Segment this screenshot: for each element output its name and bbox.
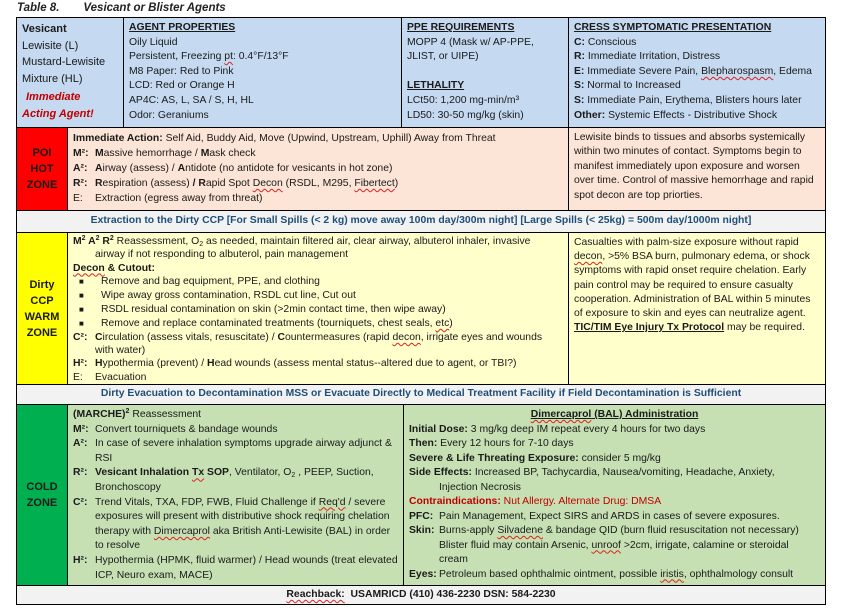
cold-zone-label: COLD ZONE bbox=[17, 405, 68, 585]
warm-step: E: Evacuation bbox=[73, 371, 147, 383]
cold-step: C²: Trend Vitals, TXA, FDP, FWB, Fluid Challenge if Req'd / severe exposures will present with distributive shock requiring chelation therapy with Dimercaprol aka British Anti-Lewisite (BAL) in order to resolve bbox=[73, 496, 391, 552]
marche-line: (MARCHE)$^2$ Reassessment bbox=[73, 408, 202, 420]
cold-step: R²: Vesicant Inhalation Tx SOP, Ventilator, $O_2$ , PEEP, Suction, Bronchoscopy bbox=[73, 467, 374, 493]
bal-extra: Skin: Burns-apply Silvadene & bandage QID (burn fluid resuscitation not necessary) Blister fluid may contain Arsenic, unroof >2cm, irrigate, calamine or steroidal cream bbox=[409, 525, 799, 565]
decon-item: ■ RSDL residual contamination on skin (>2min contact time, then wipe away) bbox=[79, 303, 446, 315]
bal-title: Dimercaprol (BAL) Administration bbox=[530, 409, 699, 420]
cress-item: R: Immediate Irritation, Distress bbox=[574, 51, 721, 63]
cress-item: S: Immediate Pain, Erythema, Blisters hours later bbox=[574, 94, 802, 106]
hot-zone-label: POI HOT ZONE bbox=[17, 128, 68, 210]
property-item: Persistent, Freezing pt: 0.4°F/13°F bbox=[129, 51, 289, 63]
agent-name: Lewisite (L) bbox=[22, 39, 79, 52]
warning-line: Immediate bbox=[26, 91, 81, 103]
bal-item: Then: Every 12 hours for 7-10 days bbox=[409, 438, 574, 449]
extraction-banner: Extraction to the Dirty CCP [For Small Spills (< 2 kg) move away 100m day/300m night] [Large Spills (< 25kg) = 500m day/1000m night] bbox=[90, 215, 752, 226]
vesicant-table bbox=[16, 17, 826, 605]
decon-title: Decon & Cutout: bbox=[73, 262, 155, 274]
table-number: Table 8. bbox=[17, 2, 60, 14]
property-item: M8 Paper: Red to Pink bbox=[129, 65, 234, 77]
property-item: AP4C: AS, L, SA / S, H, HL bbox=[129, 94, 254, 106]
cress-item: E: Immediate Severe Pain, Blepharospasm, Edema bbox=[574, 65, 812, 77]
eye-injury-protocol-link[interactable]: TIC/TIM Eye Injury Tx Protocol bbox=[574, 322, 725, 334]
immediate-action: Immediate Action: Self Aid, Buddy Aid, Move (Upwind, Upstream, Uphill) Away from Threat bbox=[73, 133, 496, 144]
cold-zone-row bbox=[17, 405, 825, 586]
cold-step: H²: Hypothermia (HPMK, fluid warmer) / Head wounds (treat elevated ICP, Neuro exam, MACE) bbox=[73, 554, 398, 581]
ppe-item: MOPP 4 (Mask w/ AP-PPE, bbox=[407, 36, 534, 48]
hot-zone-note: Lewisite binds to tissues and absorbs systemically within two minutes of contact. Symptoms begin to manifest immediately upon exposure and worsen over time. Control of massive hemorrhage and rapid spot decon are top priorties. bbox=[569, 128, 825, 210]
lethality-title: LETHALITY bbox=[407, 80, 465, 92]
warm-zone-actions bbox=[68, 233, 569, 384]
agent-name: Mixture (HL) bbox=[22, 72, 83, 85]
header-row bbox=[17, 18, 825, 128]
bal-item: Side Effects: Increased BP, Tachycardia, Nausea/vomiting, Headache, Anxiety, bbox=[409, 467, 775, 478]
vesicant-cell bbox=[17, 18, 124, 127]
warning-line: Acting Agent! bbox=[22, 107, 94, 120]
warm-step: H²: Hypothermia (prevent) / Head wounds (assess mental status--altered due to agent, or TBI?) bbox=[73, 358, 517, 370]
bal-extra: Eyes: Petroleum based ophthalmic ointment, possible iristis, ophthalmology consult bbox=[409, 568, 794, 580]
warm-zone-row bbox=[17, 233, 825, 385]
bal-item-cont: Injection Necrosis bbox=[439, 481, 522, 493]
ppe-item: JLIST, or UIPE) bbox=[407, 51, 479, 63]
hot-zone-actions bbox=[68, 128, 569, 210]
table-title: Vesicant or Blister Agents bbox=[83, 2, 226, 14]
hot-step: R²: Respiration (assess) / Rapid Spot Decon (RSDL, M295, Fibertect) bbox=[73, 178, 399, 189]
bal-item: Initial Dose: 3 mg/kg deep IM repeat every 4 hours for two days bbox=[409, 423, 706, 435]
cress-item: S: Normal to Increased bbox=[574, 80, 681, 92]
cold-step: M²: Convert tourniquets & bandage wounds bbox=[73, 423, 278, 435]
hot-step: E: Extraction (egress away from threat) bbox=[73, 193, 263, 204]
hot-step: M²: Massive hemorrhage / Mask check bbox=[73, 148, 256, 159]
property-item: LCD: Red or Orange H bbox=[129, 80, 235, 92]
bal-administration-cell bbox=[404, 405, 825, 585]
table-caption bbox=[17, 2, 226, 14]
ppe-title: PPE REQUIREMENTS bbox=[407, 22, 515, 33]
agent-properties-title: AGENT PROPERTIES bbox=[129, 22, 236, 33]
cold-step: A²: In case of severe inhalation symptoms upgrade airway adjunct & RSI bbox=[73, 438, 392, 464]
agent-name: Mustard-Lewisite bbox=[22, 56, 106, 68]
cress-cell bbox=[569, 18, 825, 127]
decon-item: ■ Remove and bag equipment, PPE, and clothing bbox=[79, 275, 320, 287]
cress-title: CRESS SYMPTOMATIC PRESENTATION bbox=[574, 22, 772, 33]
reachback-row bbox=[17, 586, 825, 604]
property-item: Oily Liquid bbox=[129, 36, 178, 48]
extraction-banner-row bbox=[17, 211, 825, 233]
cress-item: Other: Systemic Effects - Distributive Shock bbox=[574, 109, 778, 121]
lethality-item: LCt50: 1,200 mg-min/m³ bbox=[407, 94, 520, 106]
decon-item: ■ Remove and replace contaminated treatments (tourniquets, chest seals, etc) bbox=[79, 317, 453, 329]
warm-step: C²: Circulation (assess vitals, resuscitate) / Countermeasures (rapid decon, irrigate eyes and wounds with water) bbox=[73, 331, 543, 357]
warm-zone-label: Dirty CCP WARM ZONE bbox=[17, 233, 68, 384]
cold-zone-actions bbox=[68, 405, 404, 585]
reassessment-cont: airway if not responding to albuterol, pain management bbox=[95, 249, 348, 261]
vesicant-title: Vesicant bbox=[22, 23, 67, 35]
property-item: Odor: Geraniums bbox=[129, 109, 209, 121]
hot-zone-row bbox=[17, 128, 825, 211]
bal-extra: PFC: Pain Management, Expect SIRS and ARDS in cases of severe exposures. bbox=[409, 510, 780, 522]
agent-properties-cell bbox=[124, 18, 402, 127]
reachback: Reachback: USAMRICD (410) 436-2230 DSN: 584-2230 bbox=[286, 589, 556, 600]
evacuation-banner: Dirty Evacuation to Decontamination MSS or Evacuate Directly to Medical Treatment Facility if Field Decontamination is Sufficient bbox=[100, 388, 742, 399]
evacuation-banner-row bbox=[17, 385, 825, 405]
contraindications: Contraindications: Nut Allergy. Alternate Drug: DMSA bbox=[409, 496, 662, 507]
decon-item: ■ Wipe away gross contamination, RSDL cut line, Cut out bbox=[79, 289, 356, 301]
cress-item: C: Conscious bbox=[574, 36, 637, 48]
reassessment-line: $M^2$ $A^2$ $R^2$ Reassessment, $O_2$ as needed, maintain filtered air, clear airway, albuterol inhaler, invasive bbox=[73, 235, 531, 248]
hot-step: A²: Airway (assess) / Antidote (no antidote for vesicants in hot zone) bbox=[73, 163, 393, 174]
warm-zone-note: Casualties with palm-size exposure without rapid decon, >5% BSA burn, pulmonary edema, or shock symptoms with rapid onset require chelation. Early pain control may be required to ensure casualty cooperation. Administration of BAL within 5 minutes of exposure to skin and eyes can neutralize agent. TIC/TIM Eye Injury Tx Protocol may be required. bbox=[569, 233, 825, 384]
lethality-item: LD50: 30-50 mg/kg (skin) bbox=[407, 109, 524, 121]
ppe-cell bbox=[402, 18, 569, 127]
bal-item: Severe & Life Threating Exposure: consider 5 mg/kg bbox=[409, 452, 661, 464]
